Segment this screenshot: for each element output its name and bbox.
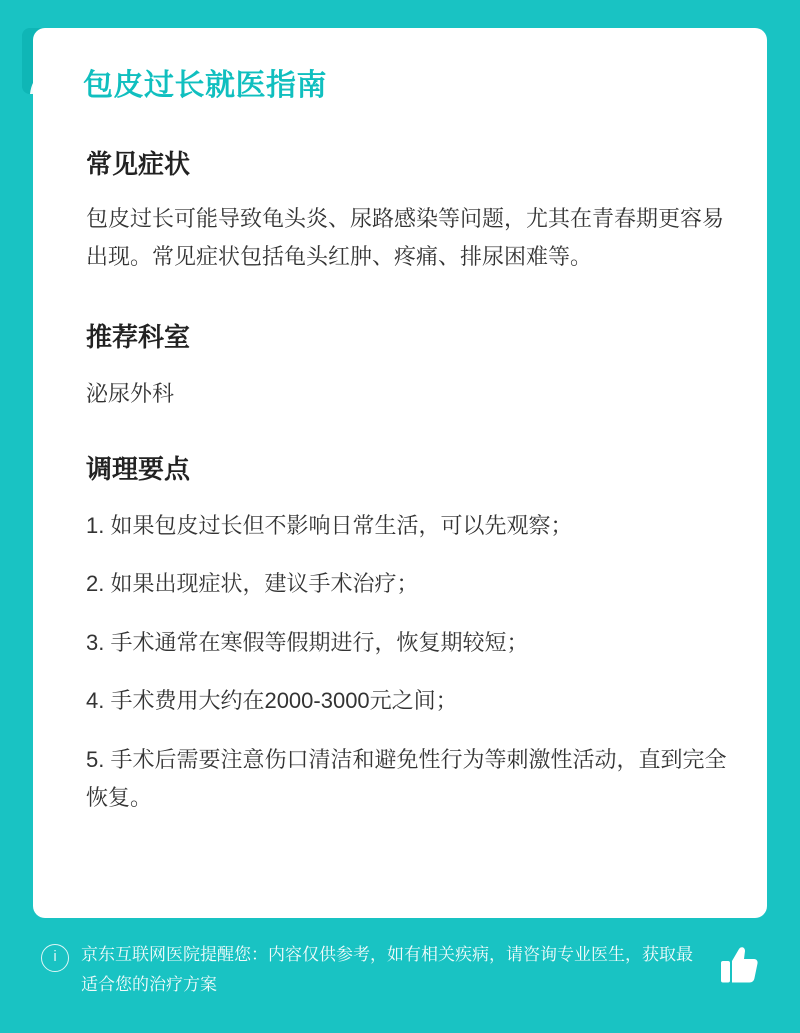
footer-text: 京东互联网医院提醒您：内容仅供参考，如有相关疾病，请咨询专业医生，获取最适合您的治疗方案: [81, 945, 693, 994]
section-title-department: 推荐科室: [86, 321, 191, 352]
list-item: 2. 如果出现症状，建议手术治疗；: [86, 571, 419, 597]
section-title-care-points: 调理要点: [86, 454, 191, 485]
section-text-department: 泌尿外科: [86, 380, 175, 406]
page-title: 包皮过长就医指南: [83, 69, 327, 102]
care-points-list: [59, 507, 741, 818]
list-item: 5. 手术后需要注意伤口清洁和避免性行为等刺激性活动，直到完全恢复。: [86, 746, 727, 811]
list-item: 3. 手术通常在寒假等假期进行，恢复期较短；: [86, 629, 529, 655]
section-title-symptoms: 常见症状: [86, 149, 191, 179]
info-circle-icon: i: [41, 944, 69, 972]
content-card: [33, 28, 767, 918]
footer-disclaimer: [33, 940, 767, 1000]
section-text-symptoms: 包皮过长可能导致龟头炎、尿路感染等问题，尤其在青春期更容易出现。常见症状包括龟头红肿、疼痛、排尿困难等。: [86, 205, 725, 270]
list-item: 1. 如果包皮过长但不影响日常生活，可以先观察；: [86, 512, 573, 538]
thumbs-up-icon[interactable]: [719, 944, 759, 986]
list-item: 4. 手术费用大约在2000-3000元之间；: [86, 688, 458, 714]
